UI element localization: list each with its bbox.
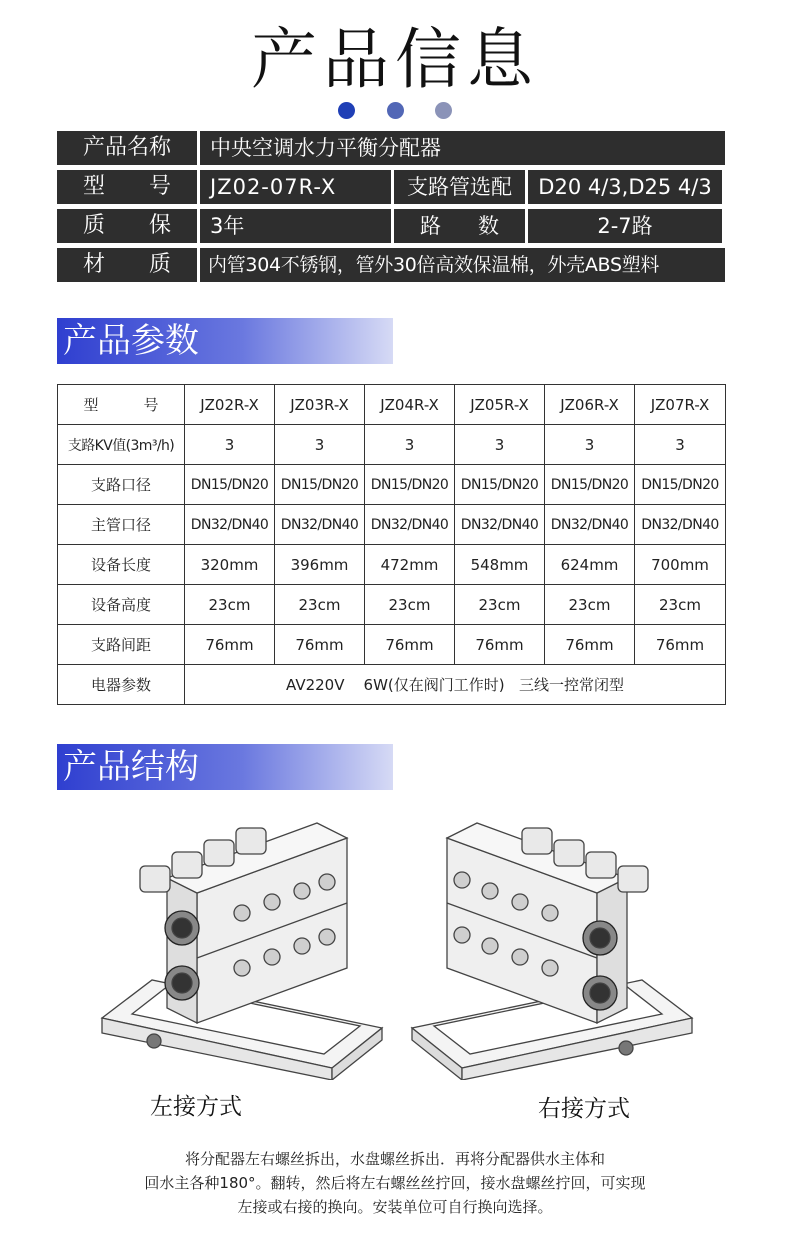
electric-value: AV220V 6W(仅在阀门工作时) 三线一控常闭型 xyxy=(185,665,726,705)
dot-2 xyxy=(387,102,404,119)
decorative-dots xyxy=(0,102,790,123)
main-dia-cell: DN32/DN40 xyxy=(275,505,365,545)
height-label: 设备高度 xyxy=(58,585,185,625)
circuits-value: 2-7路 xyxy=(528,209,722,243)
info-row-material xyxy=(57,248,725,282)
spacing-cell: 76mm xyxy=(365,625,455,665)
kv-cell: 3 xyxy=(185,425,275,465)
electric-label: 电器参数 xyxy=(58,665,185,705)
spacing-cell: 76mm xyxy=(545,625,635,665)
model-label: 型 号 xyxy=(57,170,197,204)
warranty-label: 质 保 xyxy=(57,209,197,243)
params-model-label: 型 号 xyxy=(58,385,185,425)
model-cell: JZ05R-X xyxy=(455,385,545,425)
kv-cell: 3 xyxy=(275,425,365,465)
params-row-main-dia xyxy=(58,505,726,545)
height-cell: 23cm xyxy=(365,585,455,625)
main-dia-cell: DN32/DN40 xyxy=(455,505,545,545)
height-cell: 23cm xyxy=(635,585,726,625)
params-section-banner: 产品参数 xyxy=(57,318,393,364)
installation-note xyxy=(0,1147,790,1219)
info-row-name xyxy=(57,131,725,165)
spacing-cell: 76mm xyxy=(275,625,365,665)
spacing-cell: 76mm xyxy=(455,625,545,665)
kv-label: 支路KV值(3m³/h) xyxy=(58,425,185,465)
params-table xyxy=(57,384,726,705)
length-cell: 396mm xyxy=(275,545,365,585)
params-row-electric xyxy=(58,665,726,705)
left-connection-illustration xyxy=(92,818,392,1080)
params-row-kv xyxy=(58,425,726,465)
length-label: 设备长度 xyxy=(58,545,185,585)
right-caption: 右接方式 xyxy=(538,1096,630,1122)
height-cell: 23cm xyxy=(275,585,365,625)
main-dia-cell: DN32/DN40 xyxy=(545,505,635,545)
info-row-warranty xyxy=(57,209,725,243)
height-cell: 23cm xyxy=(545,585,635,625)
structure-section-banner: 产品结构 xyxy=(57,744,393,790)
length-cell: 472mm xyxy=(365,545,455,585)
branch-dia-cell: DN15/DN20 xyxy=(185,465,275,505)
right-connection-illustration xyxy=(402,818,702,1080)
model-cell: JZ04R-X xyxy=(365,385,455,425)
dot-1 xyxy=(338,102,355,119)
length-cell: 624mm xyxy=(545,545,635,585)
branch-dia-cell: DN15/DN20 xyxy=(365,465,455,505)
height-cell: 23cm xyxy=(185,585,275,625)
main-dia-cell: DN32/DN40 xyxy=(635,505,726,545)
kv-cell: 3 xyxy=(635,425,726,465)
note-line: 回水主各种180°。翻转，然后将左右螺丝丝拧回，接水盘螺丝拧回，可实现 xyxy=(144,1174,646,1192)
main-dia-cell: DN32/DN40 xyxy=(365,505,455,545)
params-row-model xyxy=(58,385,726,425)
material-label: 材 质 xyxy=(57,248,197,282)
length-cell: 320mm xyxy=(185,545,275,585)
spacing-cell: 76mm xyxy=(185,625,275,665)
kv-cell: 3 xyxy=(545,425,635,465)
material-value: 内管304不锈钢，管外30倍高效保温棉，外壳ABS塑料 xyxy=(200,248,725,282)
model-value: JZ02-07R-X xyxy=(200,170,391,204)
params-row-spacing xyxy=(58,625,726,665)
pipe-value: D20 4/3,D25 4/3 xyxy=(528,170,722,204)
name-value: 中央空调水力平衡分配器 xyxy=(200,131,725,165)
main-dia-label: 主管口径 xyxy=(58,505,185,545)
model-cell: JZ06R-X xyxy=(545,385,635,425)
params-row-branch-dia xyxy=(58,465,726,505)
warranty-value: 3年 xyxy=(200,209,391,243)
spacing-cell: 76mm xyxy=(635,625,726,665)
length-cell: 548mm xyxy=(455,545,545,585)
params-row-length xyxy=(58,545,726,585)
name-label: 产品名称 xyxy=(57,131,197,165)
model-cell: JZ07R-X xyxy=(635,385,726,425)
page-title: 产品信息 xyxy=(251,21,539,98)
branch-dia-cell: DN15/DN20 xyxy=(275,465,365,505)
model-cell: JZ03R-X xyxy=(275,385,365,425)
note-line: 左接或右接的换向。安装单位可自行换向选择。 xyxy=(237,1198,553,1216)
info-row-model xyxy=(57,170,725,204)
params-row-height xyxy=(58,585,726,625)
pipe-label: 支路管选配 xyxy=(394,170,525,204)
circuits-label: 路 数 xyxy=(394,209,525,243)
main-dia-cell: DN32/DN40 xyxy=(185,505,275,545)
dot-3 xyxy=(435,102,452,119)
branch-dia-label: 支路口径 xyxy=(58,465,185,505)
spacing-label: 支路间距 xyxy=(58,625,185,665)
product-info-table xyxy=(57,131,725,287)
left-caption: 左接方式 xyxy=(150,1094,242,1120)
height-cell: 23cm xyxy=(455,585,545,625)
branch-dia-cell: DN15/DN20 xyxy=(455,465,545,505)
branch-dia-cell: DN15/DN20 xyxy=(635,465,726,505)
kv-cell: 3 xyxy=(365,425,455,465)
branch-dia-cell: DN15/DN20 xyxy=(545,465,635,505)
length-cell: 700mm xyxy=(635,545,726,585)
kv-cell: 3 xyxy=(455,425,545,465)
note-line: 将分配器左右螺丝拆出，水盘螺丝拆出．再将分配器供水主体和 xyxy=(184,1150,605,1168)
model-cell: JZ02R-X xyxy=(185,385,275,425)
